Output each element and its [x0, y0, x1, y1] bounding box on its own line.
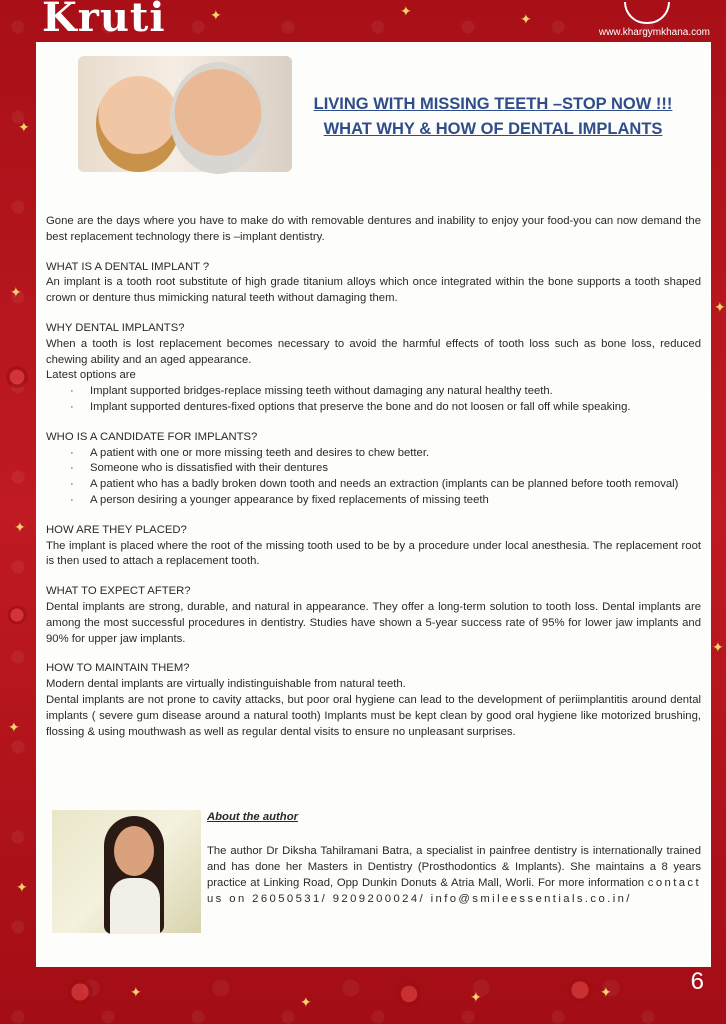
page-number: 6	[690, 968, 704, 995]
section-heading: HOW TO MAINTAIN THEM?	[46, 662, 190, 675]
author-bio	[207, 843, 701, 907]
star-icon: ✦	[16, 879, 28, 895]
star-icon: ✦	[8, 719, 20, 735]
brand-title: Kruti	[42, 0, 166, 41]
author-contact: contact us on 26050531/ 9209200024/ info@smileessentials.co.in/	[207, 877, 702, 905]
list-item: · A patient who has a badly broken down tooth and needs an extraction (implants can be planned before tooth removal)	[46, 477, 701, 493]
star-icon: ✦	[18, 119, 30, 135]
list-item: · Implant supported bridges-replace missing teeth without damaging any natural healthy teeth.	[46, 384, 701, 400]
site-url: www.khargymkhana.com	[598, 27, 710, 38]
list-item: · A patient with one or more missing teeth and desires to chew better.	[46, 446, 701, 462]
section-paragraph: Latest options are	[46, 369, 136, 382]
ornament	[2, 600, 32, 630]
section-heading: HOW ARE THEY PLACED?	[46, 523, 187, 536]
title-line-1: LIVING WITH MISSING TEETH –STOP NOW !!!	[313, 95, 673, 113]
ornament	[390, 975, 428, 1013]
section-heading: WHY DENTAL IMPLANTS?	[46, 321, 185, 334]
section-paragraph: Dental implants are strong, durable, and natural in appearance. They offer a long-term solution to tooth loss. Dental implants are among the most successful procedures in dentistry. Studies have shown a 5-year success rate of 95% for lower jaw implants and 90% for upper jaw implants.	[46, 600, 701, 645]
star-icon: ✦	[712, 639, 724, 655]
list-item: · Someone who is dissatisfied with their dentures	[46, 461, 701, 477]
bullet-list	[46, 446, 701, 509]
ornament	[560, 970, 600, 1010]
star-icon: ✦	[470, 989, 482, 1005]
section-paragraph: Modern dental implants are virtually indistinguishable from natural teeth.	[46, 678, 406, 691]
title-line-2: WHAT WHY & HOW OF DENTAL IMPLANTS	[323, 120, 663, 138]
list-item: · A person desiring a younger appearance by fixed replacements of missing teeth	[46, 493, 701, 509]
section-paragraph: An implant is a tooth root substitute of high grade titanium alloys which once integrated within the bone supports a tooth shaped crown or denture thus mimicking natural teeth without damaging them.	[46, 276, 701, 305]
section-paragraph: Dental implants are not prone to cavity attacks, but poor oral hygiene can lead to the development of periimplantitis around dental implants ( severe gum disease around a natural tooth) Implants must be kept clean by good oral hygiene like motorized brushing, flossing & using mouthwash as well as regular dental visits to ensure no unpleasant surprises.	[46, 693, 701, 738]
bullet-list	[46, 384, 701, 416]
star-icon: ✦	[10, 284, 22, 300]
article-panel	[36, 42, 711, 967]
emblem-icon	[624, 2, 670, 24]
star-icon: ✦	[600, 984, 612, 1000]
author-portrait-icon	[52, 810, 201, 933]
list-item: · Implant supported dentures-fixed options that preserve the bone and do not loosen or fall off while speaking.	[46, 400, 701, 416]
star-icon: ✦	[300, 994, 312, 1010]
ornament	[0, 360, 34, 394]
star-icon: ✦	[14, 519, 26, 535]
star-icon: ✦	[210, 7, 222, 23]
author-bio-text: The author Dr Diksha Tahilramani Batra, a specialist in painfree dentistry is internationally trained and has done her Masters in Dentistry (Prosthodontics & Implants). She maintains a 8 years practice at Linking Road, Opp Dunkin Donuts & Atria Mall, Worli. For more information	[207, 845, 701, 889]
star-icon: ✦	[400, 3, 412, 19]
section-heading: WHO IS A CANDIDATE FOR IMPLANTS?	[46, 430, 258, 443]
ornament	[60, 972, 100, 1012]
star-icon: ✦	[520, 11, 532, 27]
author-heading: About the author	[207, 811, 298, 823]
article-body	[46, 214, 701, 740]
couple-photo-icon	[78, 56, 292, 172]
section-heading: WHAT IS A DENTAL IMPLANT ?	[46, 260, 210, 273]
section-paragraph: The implant is placed where the root of the missing tooth used to be by a procedure under local anesthesia. The replacement root is then used to attach a replacement tooth.	[46, 539, 701, 568]
article-title	[294, 92, 692, 142]
star-icon: ✦	[130, 984, 142, 1000]
section-paragraph: When a tooth is lost replacement becomes necessary to avoid the harmful effects of tooth loss such as bone loss, reduced chewing ability and an aged appearance.	[46, 337, 701, 366]
intro-paragraph: Gone are the days where you have to make do with removable dentures and inability to enjoy your food-you can now demand the best replacement technology there is –implant dentistry.	[46, 215, 701, 243]
star-icon: ✦	[714, 299, 726, 315]
section-heading: WHAT TO EXPECT AFTER?	[46, 585, 191, 598]
